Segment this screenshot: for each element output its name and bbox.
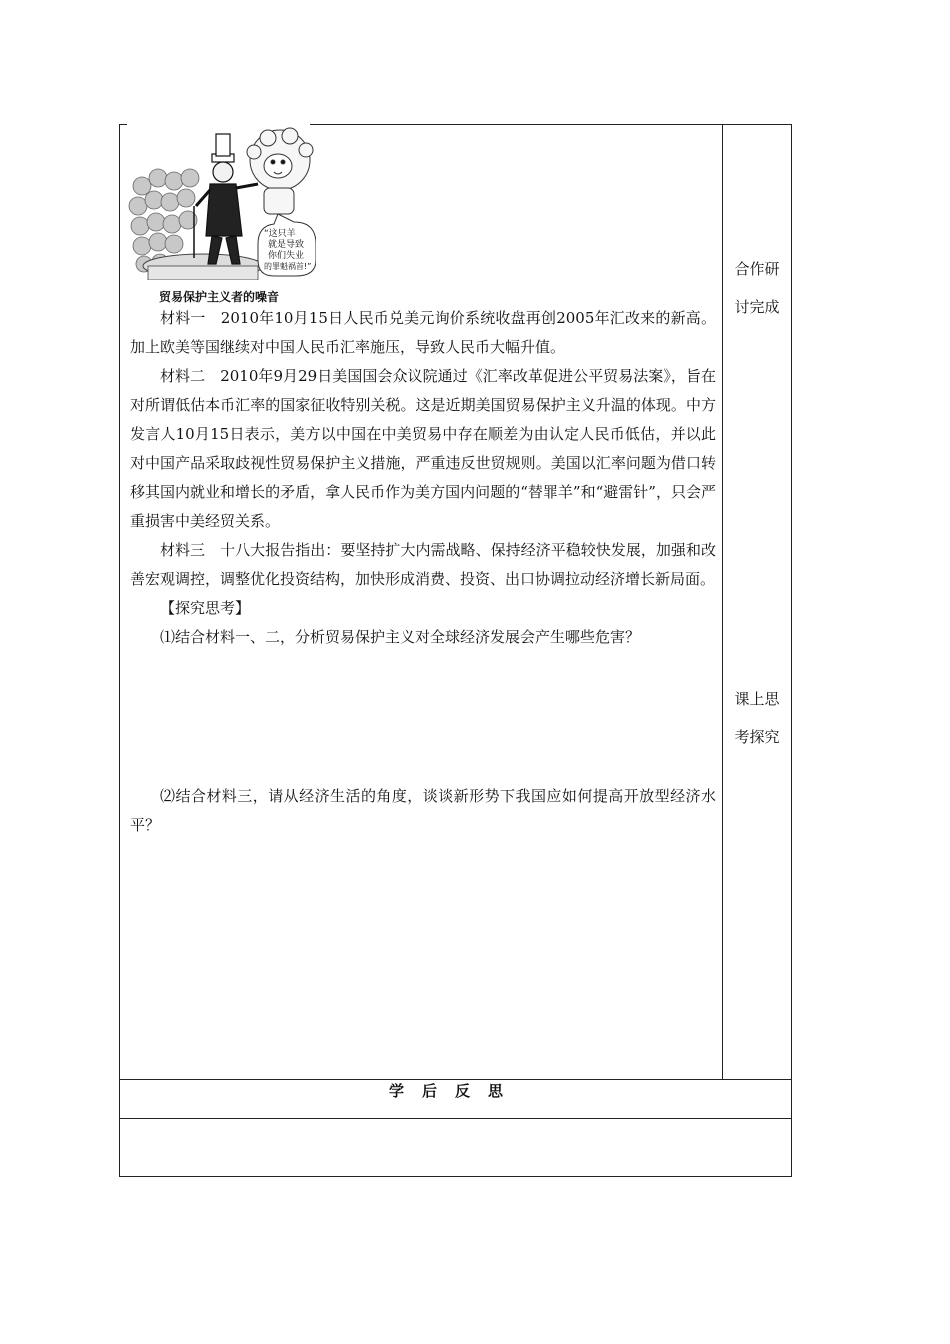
- reflection-title: 学后反思: [388, 1082, 521, 1100]
- side-label-class-line2: 考探究: [734, 728, 780, 746]
- speech-line-2: 就是导致: [268, 240, 305, 250]
- material-two: 材料二 2010年9月29日美国国会众议院通过《汇率改革促进公平贸易法案》，旨在对所谓低估本币汇率的国家征收特别关税。这是近期美国贸易保护主义升温的体现。中方发言人10月15日表示，美方以中国在中美贸易中存在顺差为由认定人民币低估，并以此对中国产品采取歧视性贸易保护主义措施，严重违反世贸规则。美国以汇率问题为借口转移其国内就业和增长的矛盾，拿人民币作为美方国内问题的“替罪羊”和“避雷针”，只会严重损害中美经贸关系。: [130, 367, 716, 530]
- material-one: 材料一 2010年10月15日人民币兑美元询价系统收盘再创2005年汇改来的新高。加上欧美等国继续对中国人民币汇率施压，导致人民币大幅升值。: [130, 309, 716, 356]
- side-label-cooperate-line1: 合作研: [734, 260, 780, 278]
- side-label-cooperate-line2: 讨完成: [734, 298, 780, 316]
- question-one: ⑴结合材料一、二，分析贸易保护主义对全球经济发展会产生哪些危害？: [160, 628, 641, 646]
- materials-body: [130, 304, 716, 840]
- top-border: [310, 124, 792, 125]
- question-two: ⑵结合材料三，请从经济生活的角度，谈谈新形势下我国应如何提高开放型经济水平？: [130, 787, 716, 834]
- speech-line-3: 你们失业: [268, 251, 305, 261]
- side-label-class-line1: 课上思: [734, 690, 780, 708]
- inquiry-heading: 【探究思考】: [160, 599, 251, 617]
- side-column-divider: [722, 124, 723, 1080]
- speech-line-1: “这只羊: [264, 229, 296, 239]
- speech-line-4: 的罪魁祸首!”: [264, 262, 312, 271]
- reflection-answer-area[interactable]: [120, 1119, 791, 1176]
- side-label-class: [724, 680, 790, 756]
- material-three: 材料三 十八大报告指出：要坚持扩大内需战略、保持经济平稳较快发展，加强和改善宏观调控，调整优化投资结构，加快形成消费、投资、出口协调拉动经济增长新局面。: [130, 541, 716, 588]
- top-border-stub: [119, 124, 127, 125]
- side-label-cooperate: [724, 250, 790, 326]
- cartoon-caption: 贸易保护主义者的噪音: [159, 290, 280, 304]
- cartoon-illustration: [128, 126, 316, 280]
- left-border: [119, 124, 120, 1177]
